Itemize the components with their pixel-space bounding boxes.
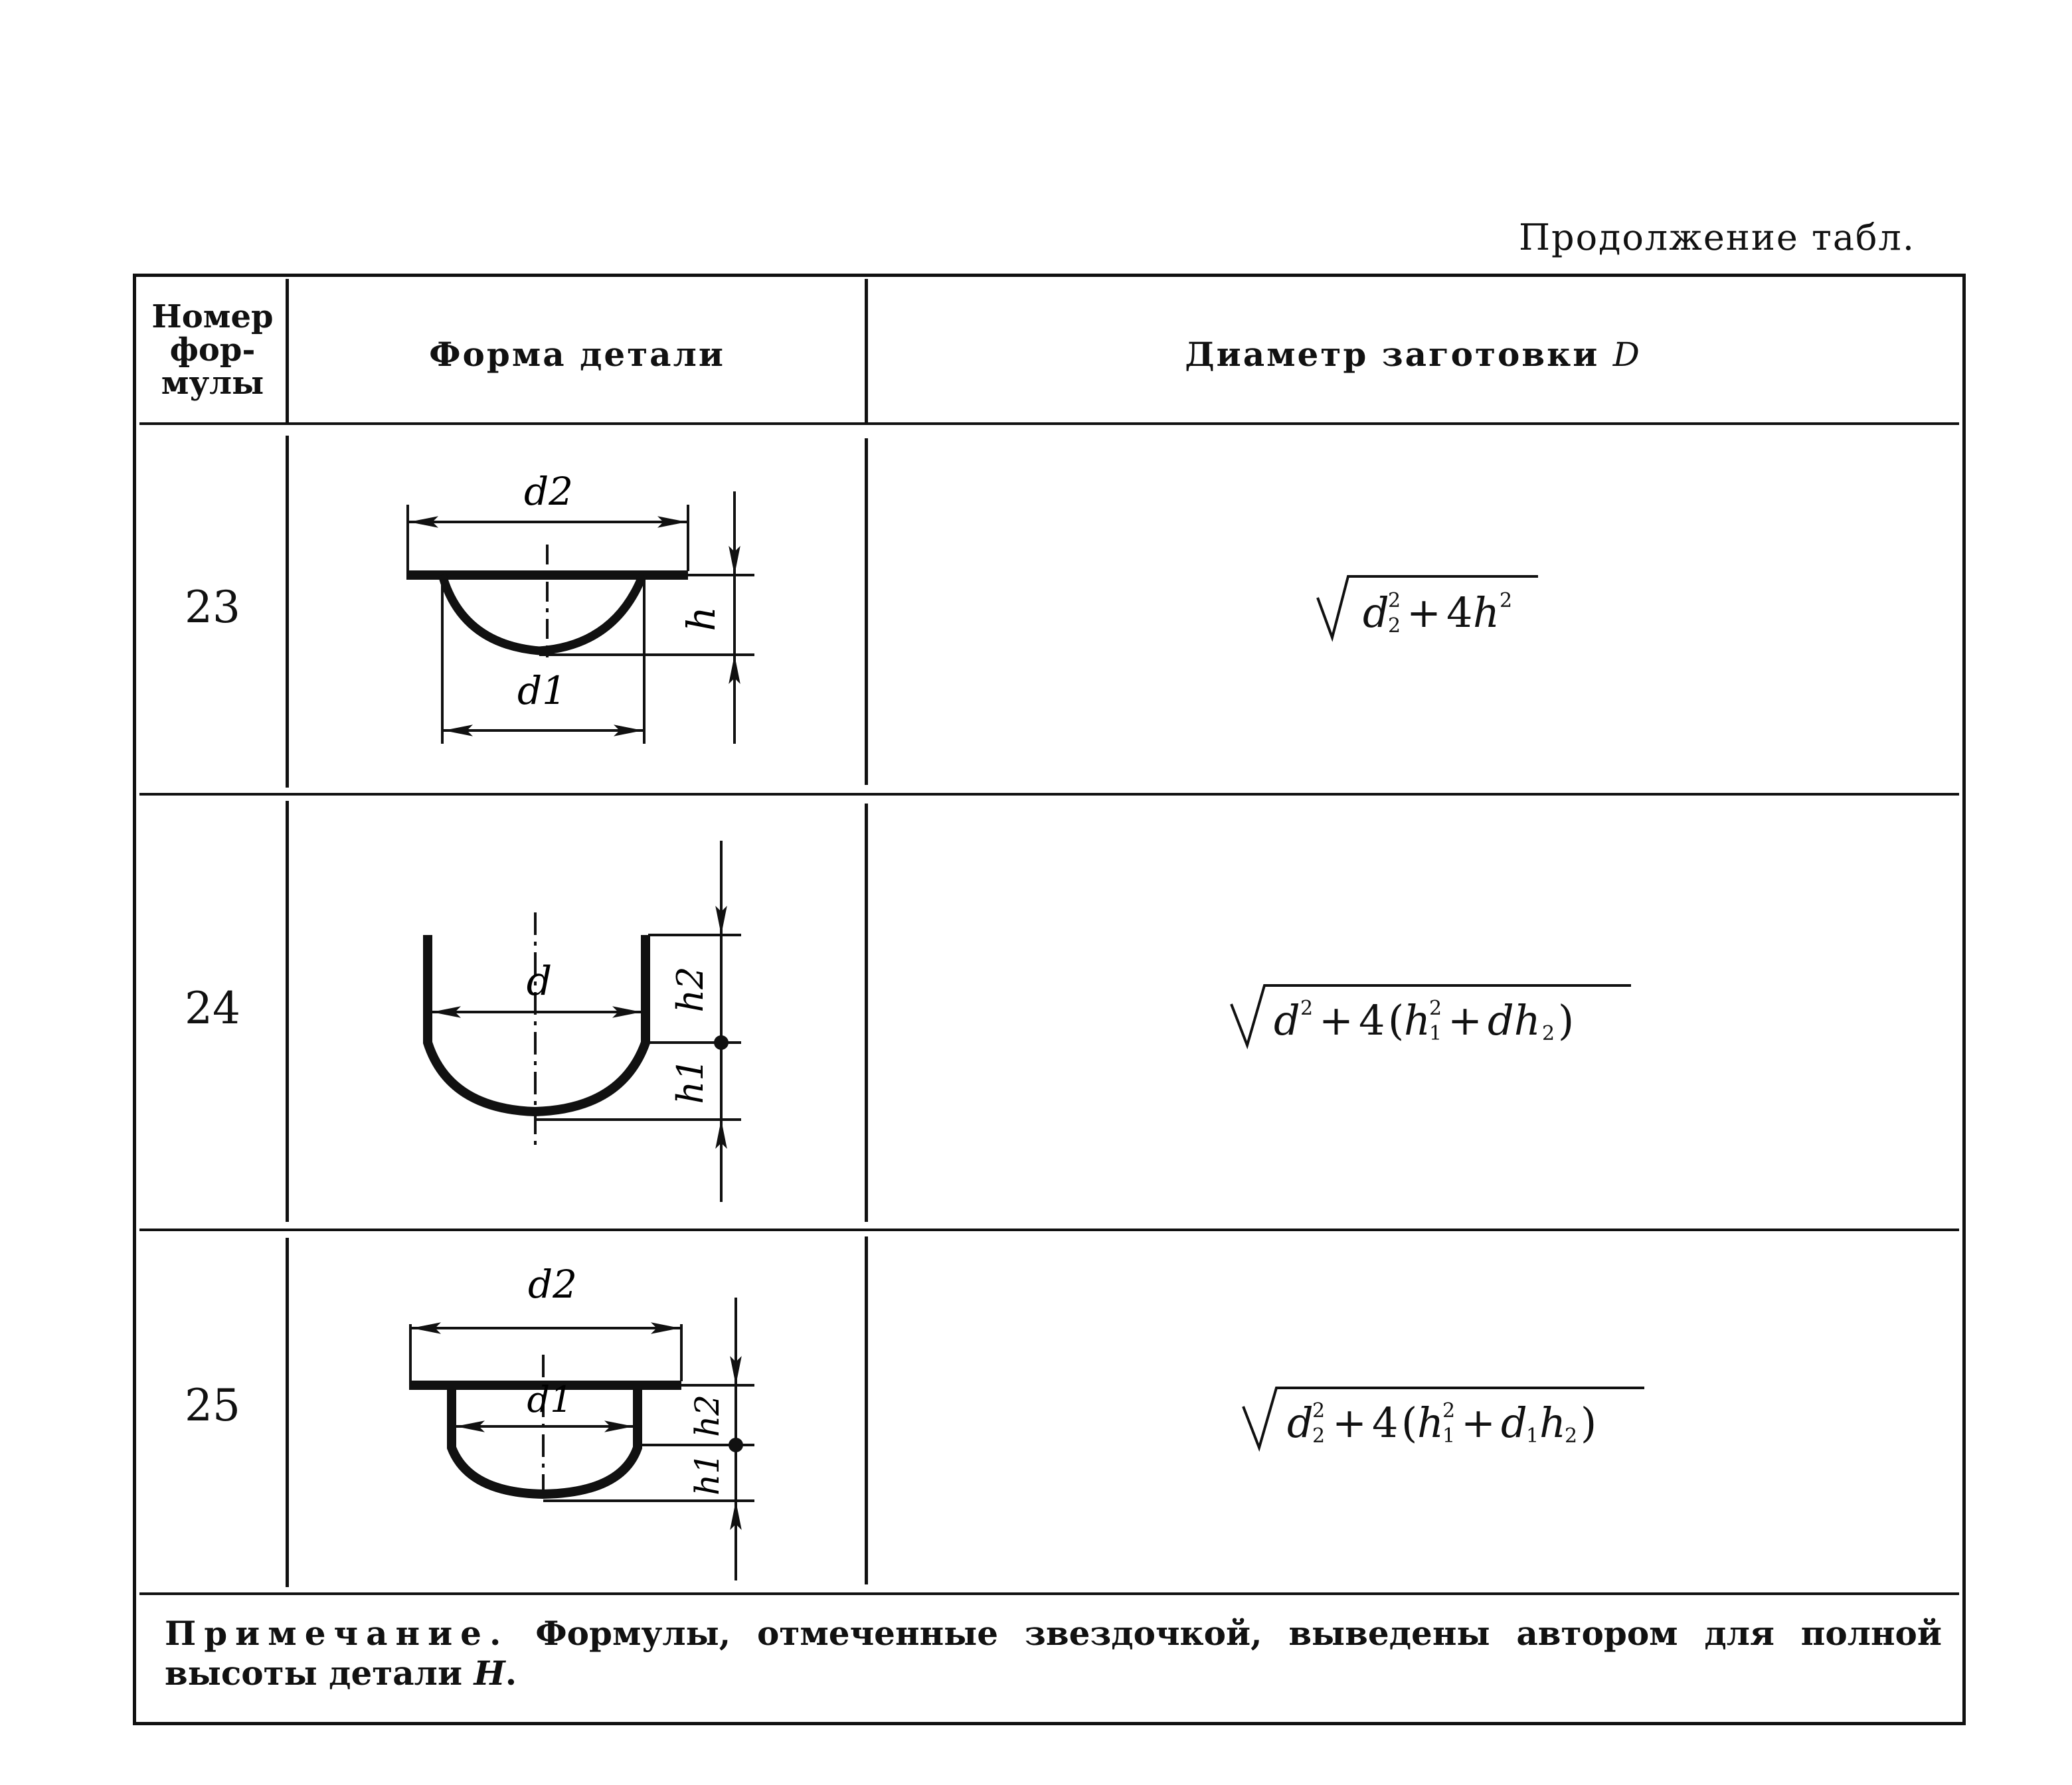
label-h1: h1 bbox=[669, 1058, 711, 1104]
svg-text:d: d bbox=[1501, 1399, 1527, 1447]
table-continuation-caption: Продолжение табл. bbox=[1518, 216, 1915, 258]
label-h2: h2 bbox=[688, 1394, 727, 1438]
header-diameter-variable: D bbox=[1612, 335, 1642, 374]
svg-text:h: h bbox=[1473, 588, 1500, 637]
header-blank-diameter bbox=[867, 335, 1959, 374]
header-number-line: фор- bbox=[169, 331, 256, 369]
svg-text:2: 2 bbox=[1565, 1424, 1578, 1448]
note-lead: Примечание. bbox=[165, 1614, 509, 1653]
sketch-25-flanged-cup-with-wall bbox=[290, 1255, 865, 1587]
label-d: d bbox=[526, 958, 553, 1005]
note-variable: H bbox=[474, 1654, 505, 1693]
svg-text:(: ( bbox=[1388, 996, 1405, 1045]
svg-text:+: + bbox=[1332, 1399, 1367, 1447]
svg-text:2: 2 bbox=[1429, 997, 1442, 1020]
table-note bbox=[165, 1614, 1942, 1693]
label-h2: h2 bbox=[669, 966, 711, 1013]
header-number-line: Номер bbox=[151, 298, 274, 335]
label-h: h bbox=[679, 606, 724, 632]
col-rule bbox=[286, 436, 289, 788]
svg-text:2: 2 bbox=[1500, 589, 1513, 612]
svg-text:d: d bbox=[1363, 588, 1389, 637]
sketch-23-spherical-cup-with-flange bbox=[290, 465, 865, 777]
svg-text:2: 2 bbox=[1312, 1399, 1326, 1422]
svg-text:4: 4 bbox=[1372, 1399, 1399, 1447]
note-text: Формулы, отмеченные звездочкой, выведены автором для полной высоты детали bbox=[165, 1614, 1942, 1693]
formula-number-24: 24 bbox=[185, 983, 240, 1034]
label-d1: d1 bbox=[517, 668, 567, 713]
svg-text:2: 2 bbox=[1312, 1424, 1326, 1448]
formula-number-23: 23 bbox=[185, 582, 240, 633]
svg-text:d: d bbox=[1274, 996, 1300, 1045]
svg-text:4: 4 bbox=[1359, 996, 1385, 1045]
formula-25 bbox=[867, 1379, 1959, 1458]
col-rule bbox=[286, 279, 289, 424]
svg-text:h: h bbox=[1417, 1399, 1444, 1447]
svg-text:2: 2 bbox=[1388, 589, 1401, 612]
svg-text:): ) bbox=[1581, 1399, 1597, 1447]
svg-text:h: h bbox=[1539, 1399, 1566, 1447]
svg-text:+: + bbox=[1461, 1399, 1496, 1447]
row-rule-23 bbox=[139, 793, 1959, 796]
row-rule-24 bbox=[139, 1229, 1959, 1231]
svg-text:2: 2 bbox=[1442, 1399, 1456, 1422]
svg-text:h: h bbox=[1404, 996, 1430, 1045]
label-d2: d2 bbox=[523, 469, 574, 514]
col-rule bbox=[286, 801, 289, 1222]
col-rule bbox=[286, 1238, 289, 1587]
svg-text:2: 2 bbox=[1300, 997, 1314, 1020]
svg-text:4: 4 bbox=[1446, 588, 1473, 637]
label-d1: d1 bbox=[527, 1379, 573, 1420]
row-rule-25 bbox=[139, 1592, 1959, 1595]
svg-text:+: + bbox=[1407, 588, 1441, 637]
svg-text:+: + bbox=[1448, 996, 1482, 1045]
header-number-line: мулы bbox=[161, 365, 264, 402]
formula-number-25: 25 bbox=[185, 1380, 240, 1431]
svg-text:1: 1 bbox=[1526, 1424, 1539, 1448]
formula-23 bbox=[867, 571, 1959, 651]
header-part-shape: Форма детали bbox=[429, 335, 725, 374]
header-rule bbox=[139, 422, 1959, 425]
svg-text:dh: dh bbox=[1488, 996, 1541, 1045]
note-end: . bbox=[505, 1654, 517, 1693]
header-formula-number bbox=[139, 300, 286, 400]
svg-text:1: 1 bbox=[1442, 1424, 1456, 1448]
svg-text:2: 2 bbox=[1388, 614, 1401, 638]
header-diameter-label: Диаметр заготовки bbox=[1185, 335, 1600, 374]
svg-text:+: + bbox=[1319, 996, 1353, 1045]
sketch-24-cup-with-cylindrical-wall bbox=[290, 830, 865, 1215]
svg-text:): ) bbox=[1558, 996, 1575, 1045]
label-h1: h1 bbox=[688, 1452, 727, 1496]
svg-text:(: ( bbox=[1401, 1399, 1418, 1447]
svg-text:1: 1 bbox=[1429, 1022, 1442, 1045]
svg-text:d: d bbox=[1287, 1399, 1314, 1447]
label-d2: d2 bbox=[527, 1262, 578, 1307]
svg-text:2: 2 bbox=[1542, 1022, 1555, 1045]
formula-24 bbox=[867, 976, 1959, 1056]
